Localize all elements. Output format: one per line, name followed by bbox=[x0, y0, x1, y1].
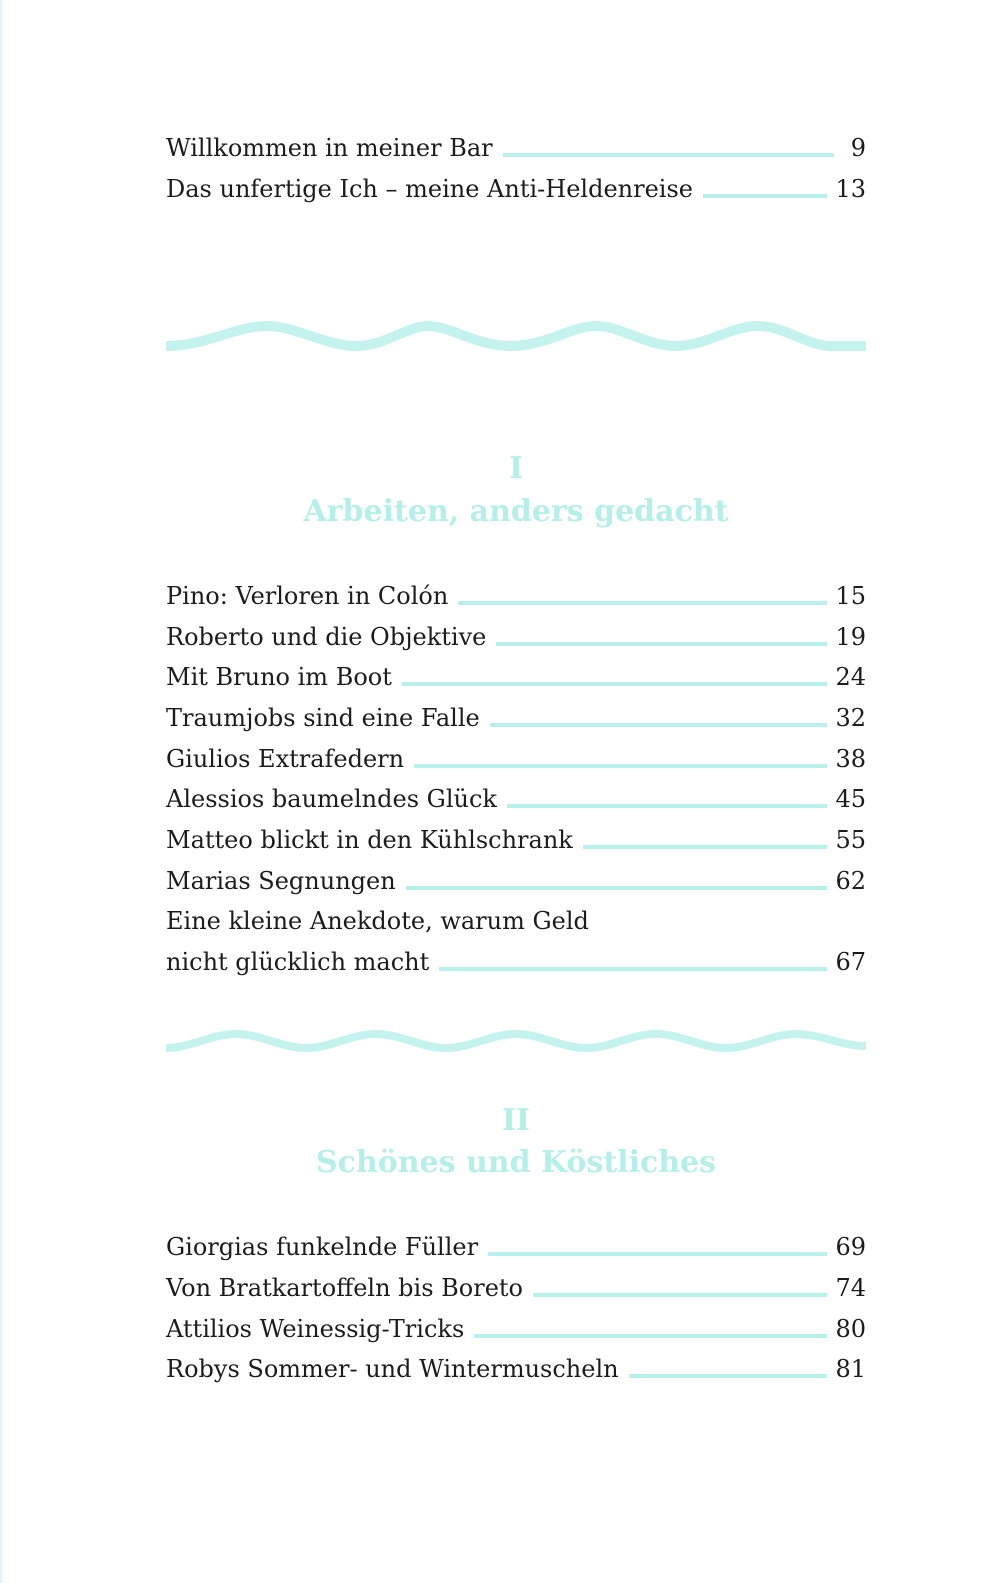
wave-divider bbox=[166, 321, 866, 355]
toc-entry-page: 81 bbox=[835, 1355, 866, 1383]
toc-entry[interactable] bbox=[166, 1231, 866, 1263]
toc-entry-title: Roberto und die Objektive bbox=[166, 623, 487, 651]
toc-entry-title: Das unfertige Ich – meine Anti-Heldenreise bbox=[166, 175, 693, 203]
toc-entry-page: 13 bbox=[835, 175, 866, 203]
toc-entry-title-line2: nicht glücklich macht bbox=[166, 948, 430, 976]
toc-entry-title: Traumjobs sind eine Falle bbox=[166, 704, 480, 732]
toc-entry-title-line1: Eine kleine Anekdote, warum Geld bbox=[166, 907, 589, 935]
toc-entry-title: Robys Sommer- und Wintermuscheln bbox=[166, 1355, 619, 1383]
toc-entry-page: 45 bbox=[835, 785, 866, 813]
toc-entry-page: 74 bbox=[835, 1274, 866, 1302]
toc-entry[interactable] bbox=[166, 621, 866, 653]
toc-entry[interactable] bbox=[166, 580, 866, 612]
toc-entry[interactable] bbox=[166, 132, 866, 164]
dotted-leader bbox=[439, 967, 827, 971]
part-number: II bbox=[501, 1103, 531, 1138]
toc-entry[interactable] bbox=[166, 824, 866, 856]
toc-entry-title: Giorgias funkelnde Füller bbox=[166, 1233, 479, 1261]
toc-entry-page: 32 bbox=[835, 704, 866, 732]
toc-entry[interactable] bbox=[166, 743, 866, 775]
dotted-leader bbox=[629, 1374, 828, 1378]
toc-entry-page: 15 bbox=[835, 582, 866, 610]
dotted-leader bbox=[533, 1293, 827, 1297]
toc-entry[interactable] bbox=[166, 946, 866, 978]
toc-entry-title: Mit Bruno im Boot bbox=[166, 663, 392, 691]
toc-entry[interactable] bbox=[166, 1313, 866, 1345]
toc-entry[interactable] bbox=[166, 865, 866, 897]
toc-entry-page: 62 bbox=[835, 867, 866, 895]
toc-entry-title: Marias Segnungen bbox=[166, 867, 396, 895]
toc-entry-page: 9 bbox=[850, 134, 866, 162]
dotted-leader bbox=[414, 764, 827, 768]
dotted-leader bbox=[458, 601, 827, 605]
wave-divider bbox=[166, 1026, 866, 1060]
part-title: Arbeiten, anders gedacht bbox=[303, 494, 729, 529]
toc-entry-title: Willkommen in meiner Bar bbox=[166, 134, 493, 162]
dotted-leader bbox=[703, 194, 827, 198]
toc-entry-title: Alessios baumelndes Glück bbox=[166, 785, 497, 813]
dotted-leader bbox=[503, 153, 834, 157]
toc-entry-page: 67 bbox=[835, 948, 866, 976]
toc-entry-title: Pino: Verloren in Colón bbox=[166, 582, 449, 610]
dotted-leader bbox=[583, 845, 828, 849]
dotted-leader bbox=[488, 1252, 827, 1256]
toc-entry-page: 19 bbox=[835, 623, 866, 651]
toc-entry[interactable] bbox=[166, 1353, 866, 1385]
dotted-leader bbox=[406, 886, 828, 890]
toc-entry-title: Giulios Extrafedern bbox=[166, 745, 405, 773]
toc-entry-page: 80 bbox=[835, 1315, 866, 1343]
page-edge bbox=[0, 0, 2, 1583]
dotted-leader bbox=[474, 1334, 827, 1338]
toc-entry-page: 55 bbox=[835, 826, 866, 854]
part-title: Schönes und Köstliches bbox=[315, 1145, 717, 1180]
toc-entry-page: 38 bbox=[835, 745, 866, 773]
toc-entry-title: Attilios Weinessig-Tricks bbox=[166, 1315, 465, 1343]
toc-entry[interactable] bbox=[166, 1272, 866, 1304]
toc-entry[interactable] bbox=[166, 173, 866, 205]
dotted-leader bbox=[507, 804, 828, 808]
toc-entry[interactable] bbox=[166, 783, 866, 815]
toc-entry-page: 24 bbox=[835, 663, 866, 691]
toc-entry-title: Von Bratkartoffeln bis Boreto bbox=[166, 1274, 523, 1302]
toc-entry[interactable] bbox=[166, 702, 866, 734]
toc-entry-page: 69 bbox=[835, 1233, 866, 1261]
dotted-leader bbox=[490, 723, 828, 727]
dotted-leader bbox=[496, 642, 827, 646]
toc-entry-title: Matteo blickt in den Kühlschrank bbox=[166, 826, 573, 854]
part-number: I bbox=[508, 451, 524, 486]
toc-entry[interactable] bbox=[166, 661, 866, 693]
dotted-leader bbox=[402, 682, 828, 686]
